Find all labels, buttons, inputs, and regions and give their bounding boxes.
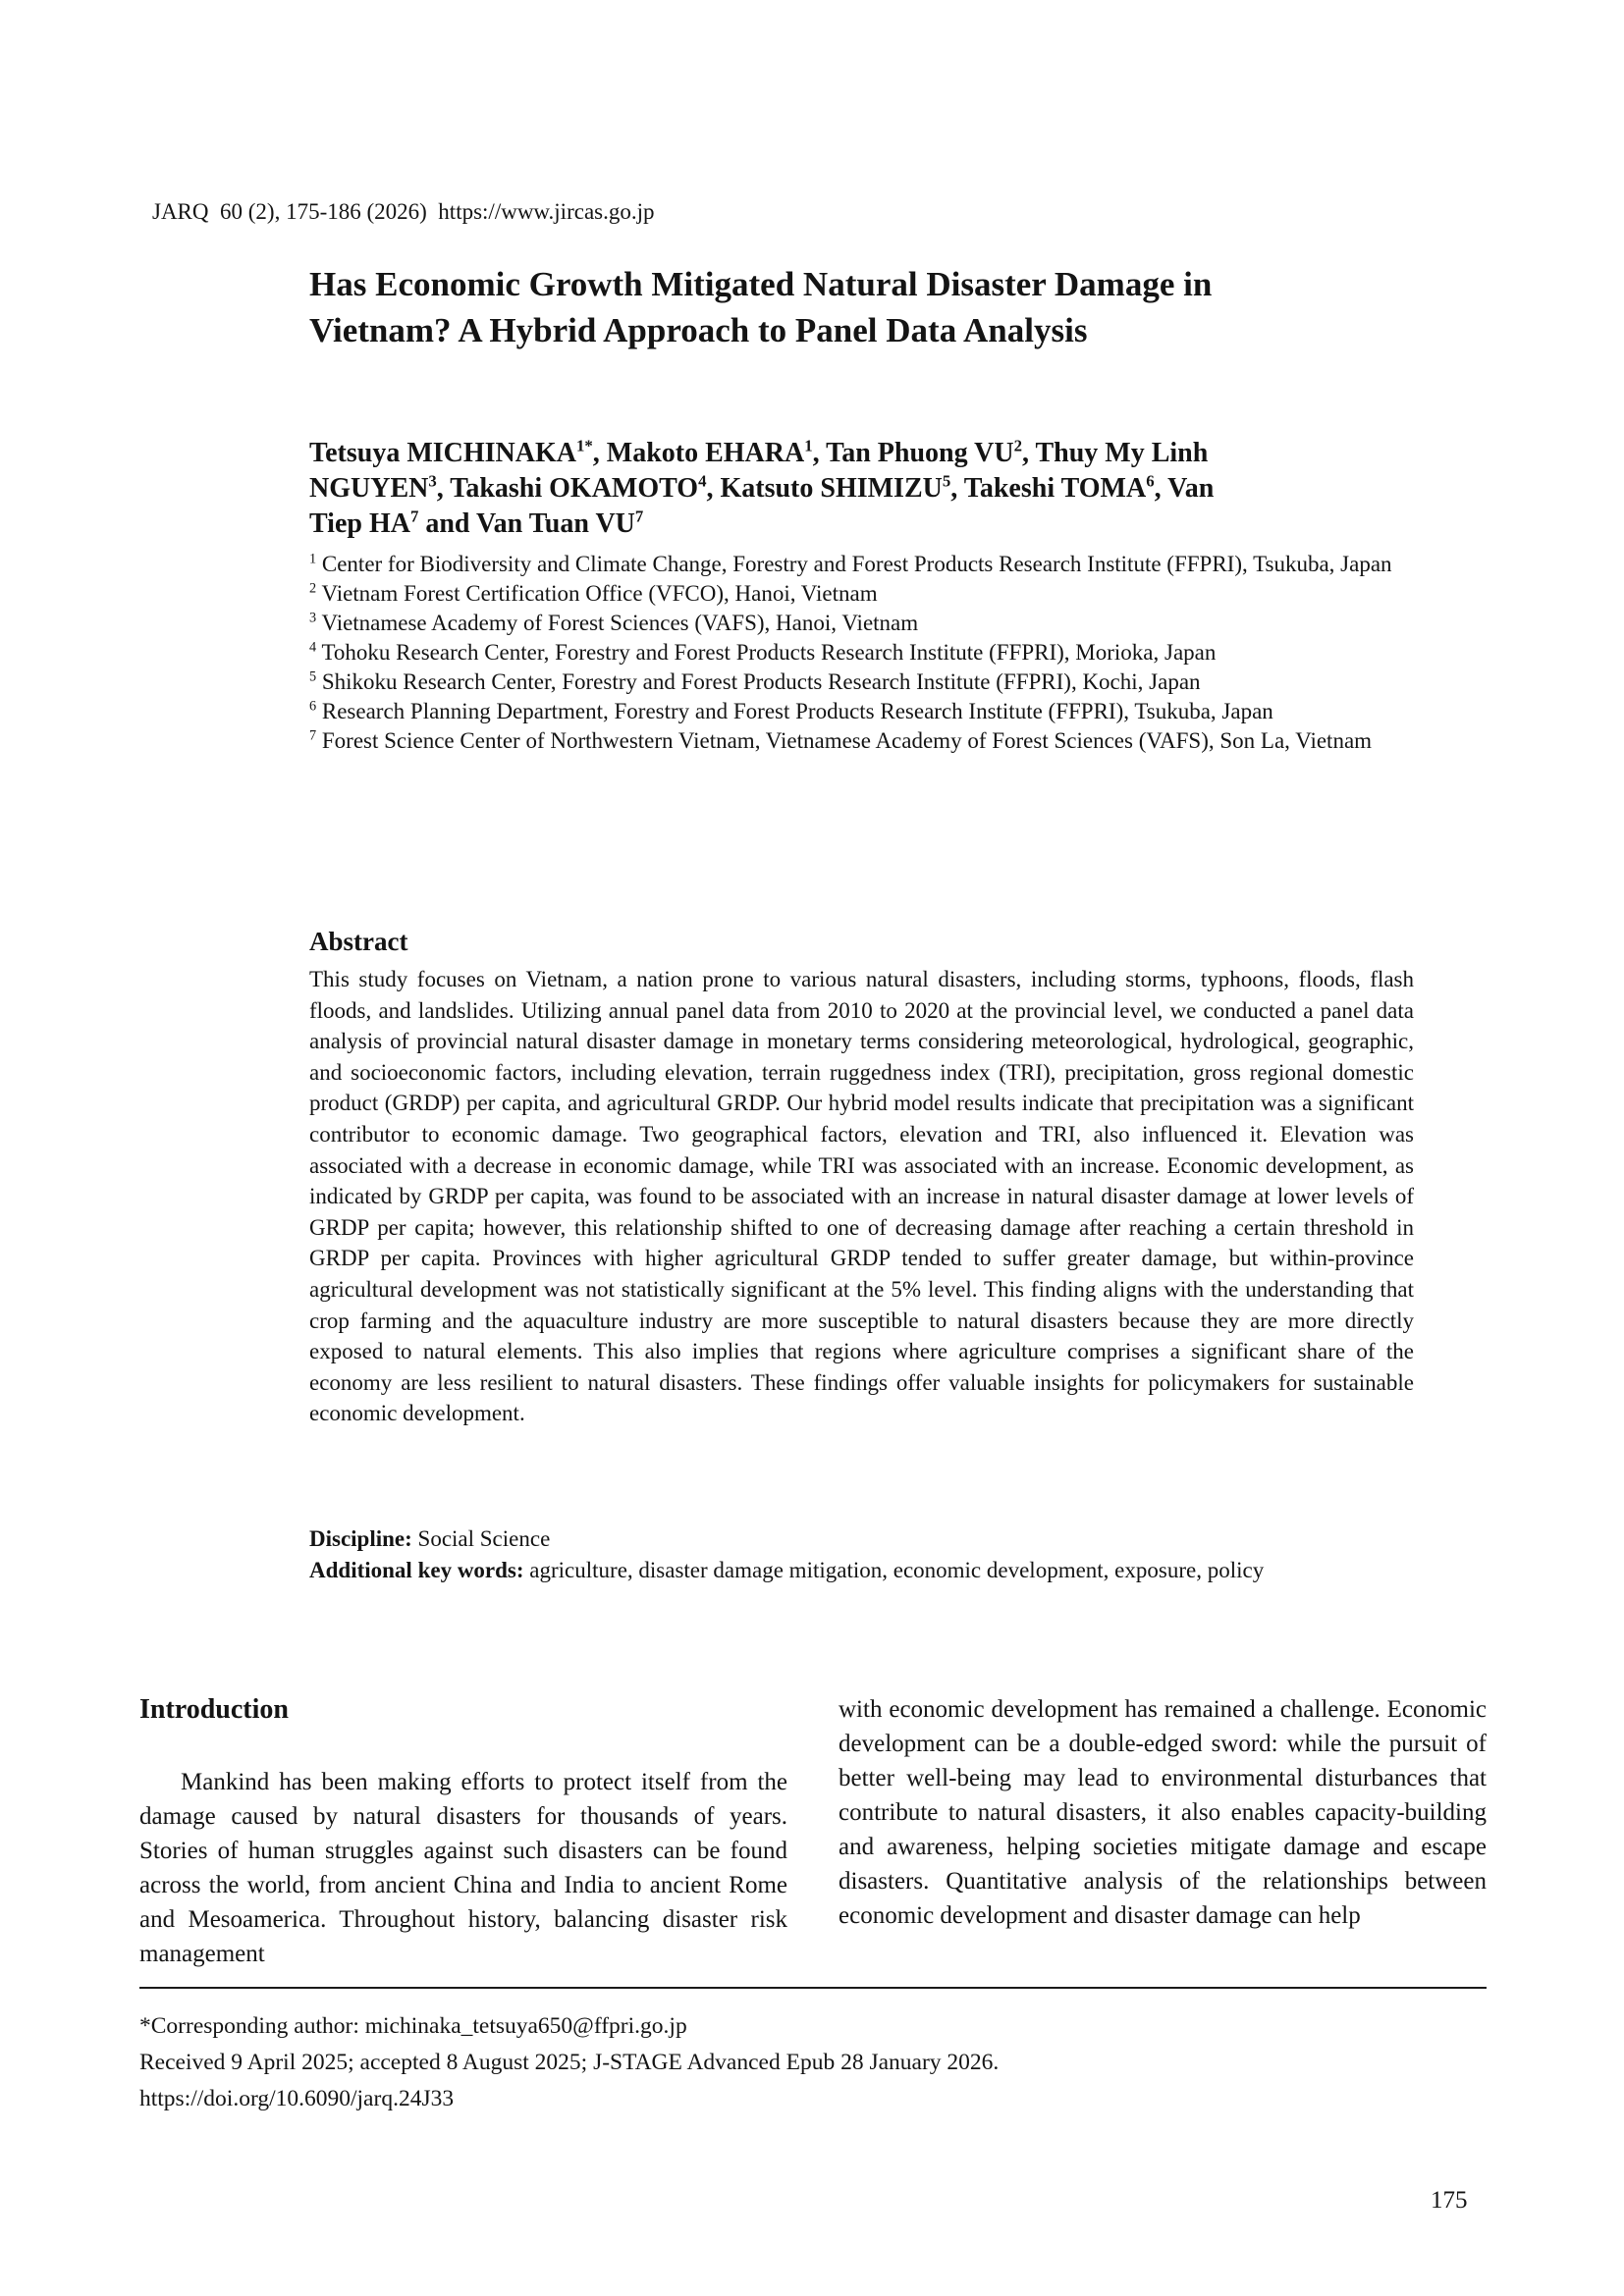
author-list [309,436,1419,542]
affiliation-text: Vietnam Forest Certification Office (VFCO), Hanoi, Vietnam [316,581,878,606]
affiliation-item [309,726,1414,756]
introduction-right-column [839,1692,1487,1971]
affiliation-number: 5 [309,668,317,685]
affiliation-item [309,579,1414,609]
introduction-section [139,1692,1487,1971]
discipline-line [309,1523,550,1555]
affiliation-text: Shikoku Research Center, Forestry and Forest Products Research Institute (FFPRI), Kochi, Japan [316,669,1201,694]
page-number: 175 [1431,2187,1468,2214]
received-accepted-note: Received 9 April 2025; accepted 8 August 2025; J-STAGE Advanced Epub 28 January 2026. [139,2050,1000,2075]
affiliation-number: 1 [309,551,317,567]
affiliation-number: 3 [309,610,317,626]
introduction-left-column [139,1692,787,1971]
affiliation-number: 4 [309,639,317,656]
affiliations-list [309,550,1414,756]
affiliation-item [309,667,1414,697]
doi-text: https://doi.org/10.6090/jarq.24J33 [139,2086,455,2111]
affiliation-number: 2 [309,580,317,597]
introduction-heading: Introduction [139,1694,289,1725]
article-title-line1: Has Economic Growth Mitigated Natural Disaster Damage in [309,265,1213,303]
affiliation-item [309,609,1414,638]
affiliation-number: 7 [309,727,317,744]
article-title-line2: Vietnam? A Hybrid Approach to Panel Data Analysis [309,311,1088,349]
affiliation-text: Center for Biodiversity and Climate Change, Forestry and Forest Products Research Institute (FFPRI), Tsukuba, Japan [316,552,1392,576]
author-line-2: NGUYEN$^3$, Takashi OKAMOTO$^4$, Katsuto SHIMIZU$^5$, Takeshi TOMA$^6$, Van [309,471,1215,504]
discipline-value: Social Science [417,1526,551,1551]
footnote-block [139,1987,1487,2117]
keywords-label: Additional key words: [309,1558,524,1582]
affiliation-item [309,638,1414,667]
introduction-paragraph-left: Mankind has been making efforts to protect itself from the damage caused by natural disasters for thousands of years. Stories of human struggles against such disasters can be found across the world, from ancient China and India to ancient Rome and Mesoamerica. Throughout history, balancing disaster risk management [139,1769,787,1967]
author-line-3: Tiep $HA^7$ and Van Tuan $VU^7$ [309,507,644,539]
affiliation-item [309,697,1414,726]
corresponding-author-note: *Corresponding author: michinaka_tetsuya650@ffpri.go.jp [139,2013,687,2039]
introduction-paragraph-right: with economic development has remained a challenge. Economic development can be a double-edged sword: while the pursuit of better well-being may lead to environmental disturbances that contribute to natural disasters, it also enables capacity-building and awareness, helping societies mitigate damage and escape disasters. Quantitative analysis of the relationships between economic development and disaster damage can help [839,1696,1487,1929]
affiliation-text: Research Planning Department, Forestry and Forest Products Research Institute (FFPRI), Tsukuba, Japan [316,699,1273,723]
article-title [309,261,1212,353]
journal-header: JARQ 60 (2), 175-186 (2026) https://www.jircas.go.jp [152,199,655,224]
author-line-1: Tetsuya $MICHINAKA^{1*}$, Makoto EHARA$^1$, Tan Phuong $VU^2$, Thuy My Linh [309,436,1209,468]
keywords-line [309,1555,1622,1586]
affiliation-text: Vietnamese Academy of Forest Sciences (VAFS), Hanoi, Vietnam [316,611,919,635]
affiliation-text: Forest Science Center of Northwestern Vietnam, Vietnamese Academy of Forest Sciences (VAFS), Son La, Vietnam [316,728,1373,753]
discipline-label: Discipline: [309,1526,412,1551]
affiliation-item [309,550,1414,579]
affiliation-text: Tohoku Research Center, Forestry and Forest Products Research Institute (FFPRI), Morioka, Japan [316,640,1217,665]
abstract-heading: Abstract [309,927,408,956]
abstract-text: This study focuses on Vietnam, a nation prone to various natural disasters, including storms, typhoons, floods, flash floods, and landslides. Utilizing annual panel data from 2010 to 2020 at the provincial level, we conducted a panel data analysis of provincial natural disaster damage in monetary terms considering meteorological, hydrological, geographic, and socioeconomic factors, including elevation, terrain ruggedness index (TRI), precipitation, gross regional domestic product (GRDP) per capita, and agricultural GRDP. Our hybrid model results indicate that precipitation was a significant contributor to economic damage. Two geographical factors, elevation and TRI, also influenced it. Elevation was associated with a decrease in economic damage, while TRI was associated with an increase. Economic development, as indicated by GRDP per capita, was found to be associated with an increase in natural disaster damage at lower levels of GRDP per capita; however, this relationship shifted to one of decreasing damage after reaching a certain threshold in GRDP per capita. Provinces with higher agricultural GRDP tended to suffer greater damage, but within-province agricultural development was not statistically significant at the 5% level. This finding aligns with the understanding that crop farming and the aquaculture industry are more susceptible to natural disasters because they are more directly exposed to natural elements. This also implies that regions where agriculture comprises a significant share of the economy are less resilient to natural disasters. These findings offer valuable insights for policymakers for sustainable economic development. [309,967,1414,1426]
keywords-value: agriculture, disaster damage mitigation, economic development, exposure, policy [529,1558,1265,1582]
affiliation-number: 6 [309,698,317,715]
